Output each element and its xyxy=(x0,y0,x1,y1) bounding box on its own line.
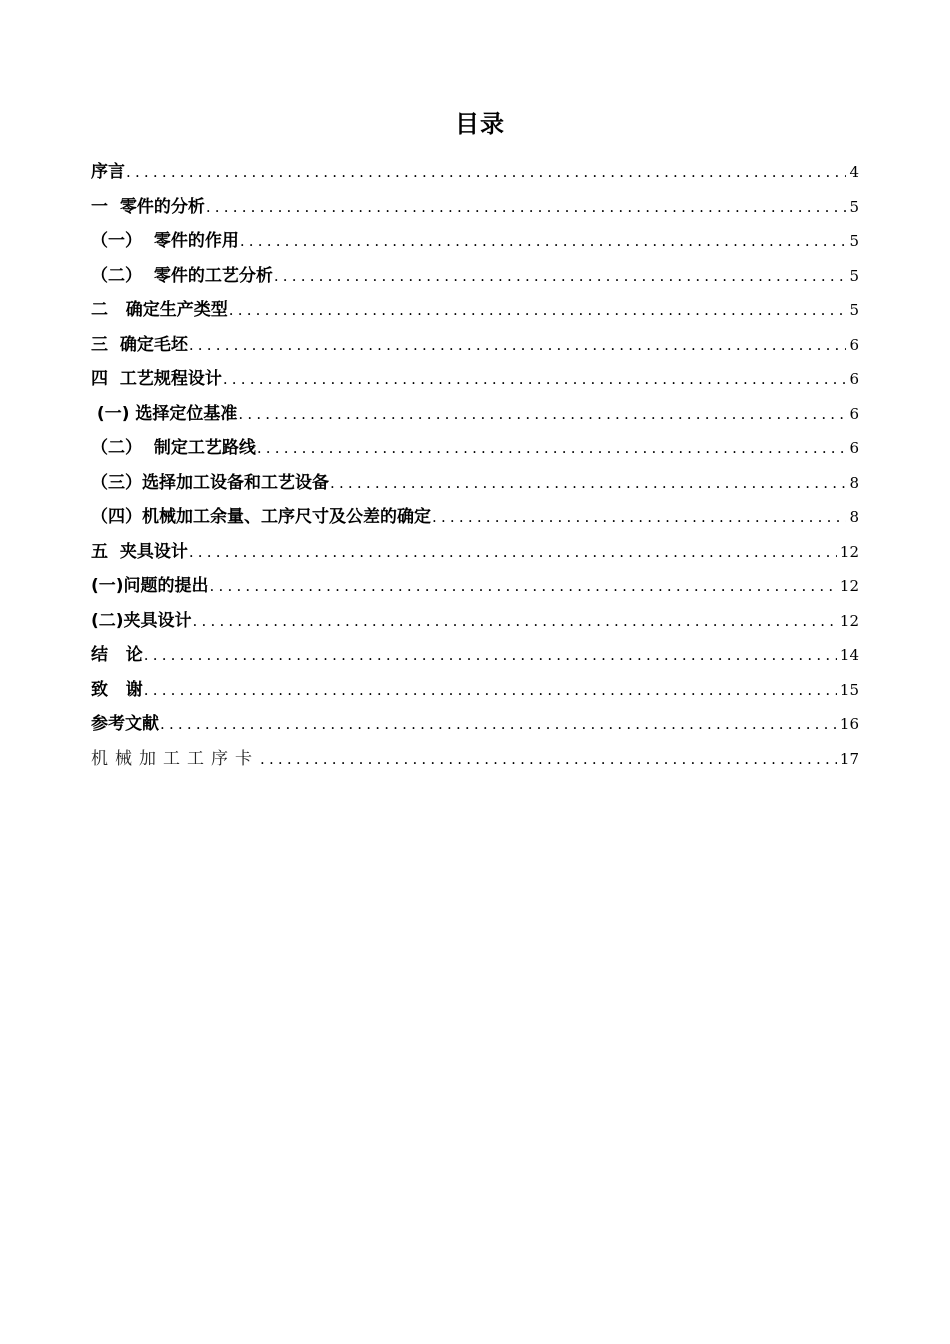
toc-entry[interactable] xyxy=(91,259,859,294)
toc-leader-dots xyxy=(144,673,837,708)
toc-entry[interactable] xyxy=(91,466,859,501)
toc-entry-label: （二） 零件的工艺分析 xyxy=(91,265,273,286)
toc-leader-dots xyxy=(229,293,847,328)
toc-entry-page: 12 xyxy=(839,611,859,630)
toc-entry[interactable] xyxy=(91,673,859,708)
toc-entry[interactable] xyxy=(91,500,859,535)
toc-entry[interactable] xyxy=(91,155,859,190)
toc-entry[interactable] xyxy=(91,293,859,328)
toc-entry-page: 5 xyxy=(849,301,859,319)
toc-entry[interactable] xyxy=(91,604,859,639)
toc-leader-dots xyxy=(126,155,846,190)
toc-entry-page: 8 xyxy=(849,473,859,492)
toc-entry-label: 结 论 xyxy=(91,645,143,665)
toc-entry-label: 一 零件的分析 xyxy=(91,196,205,217)
toc-entry-page: 12 xyxy=(839,577,859,595)
toc-entry-page: 15 xyxy=(839,680,859,699)
toc-entry-label: 致 谢 xyxy=(91,679,143,700)
toc-entry-label: 参考文献 xyxy=(91,714,159,734)
toc-leader-dots xyxy=(189,328,847,363)
toc-entry-page: 6 xyxy=(849,439,859,457)
toc-entry-label: 序言 xyxy=(91,162,125,182)
toc-entry-label: 二 确定生产类型 xyxy=(91,300,228,320)
toc-entry[interactable] xyxy=(91,535,859,570)
toc-entry-label: (一)问题的提出 xyxy=(91,576,209,596)
toc-entry-page: 5 xyxy=(849,197,859,216)
toc-entry-label: 四 工艺规程设计 xyxy=(91,369,222,389)
toc-entry[interactable] xyxy=(91,362,859,397)
toc-leader-dots xyxy=(240,224,847,259)
toc-entry-page: 16 xyxy=(839,715,859,733)
toc-leader-dots xyxy=(260,742,837,777)
toc-entry[interactable] xyxy=(91,190,859,225)
toc-entry[interactable] xyxy=(91,707,859,742)
toc-leader-dots xyxy=(274,259,847,294)
toc-entry[interactable] xyxy=(91,569,859,604)
toc-entry-label: (二)夹具设计 xyxy=(91,610,192,631)
toc-entry-label: （四）机械加工余量、工序尺寸及公差的确定 xyxy=(91,507,431,527)
toc-entry-page: 12 xyxy=(839,542,859,561)
toc-entry[interactable] xyxy=(91,638,859,673)
toc-entry-label: 五 夹具设计 xyxy=(91,541,188,562)
toc-entry-page: 14 xyxy=(839,646,859,664)
toc-entry-page: 8 xyxy=(849,508,859,526)
toc-entry[interactable] xyxy=(91,224,859,259)
toc-entry-label: 机械加工工序卡 xyxy=(91,748,259,769)
toc-entry-page: 4 xyxy=(849,163,859,181)
toc-entry-label: （一） 零件的作用 xyxy=(91,231,239,251)
toc-entry[interactable] xyxy=(91,397,859,432)
toc-entry-page: 17 xyxy=(839,749,859,768)
toc-entry[interactable] xyxy=(91,431,859,466)
toc-title: 目录 xyxy=(455,110,505,138)
toc-list xyxy=(91,155,859,776)
toc-entry-page: 5 xyxy=(849,266,859,285)
toc-leader-dots xyxy=(206,190,847,225)
toc-entry-page: 6 xyxy=(849,370,859,388)
toc-entry-label: （二） 制定工艺路线 xyxy=(91,438,256,458)
toc-leader-dots xyxy=(330,466,846,501)
toc-leader-dots xyxy=(160,707,837,742)
toc-entry-page: 5 xyxy=(849,232,859,250)
toc-leader-dots xyxy=(189,535,837,570)
toc-entry-label: （三）选择加工设备和工艺设备 xyxy=(91,472,329,493)
toc-entry-page: 6 xyxy=(849,335,859,354)
toc-leader-dots xyxy=(257,431,847,466)
toc-entry-page: 6 xyxy=(849,404,859,423)
toc-entry-label: (一) 选择定位基准 xyxy=(91,403,238,424)
toc-leader-dots xyxy=(223,362,847,397)
toc-leader-dots xyxy=(432,500,846,535)
toc-leader-dots xyxy=(210,569,837,604)
toc-entry-label: 三 确定毛坯 xyxy=(91,334,188,355)
toc-entry[interactable] xyxy=(91,328,859,363)
toc-entry[interactable] xyxy=(91,742,859,777)
toc-leader-dots xyxy=(144,638,837,673)
toc-leader-dots xyxy=(193,604,837,639)
toc-leader-dots xyxy=(238,397,846,432)
